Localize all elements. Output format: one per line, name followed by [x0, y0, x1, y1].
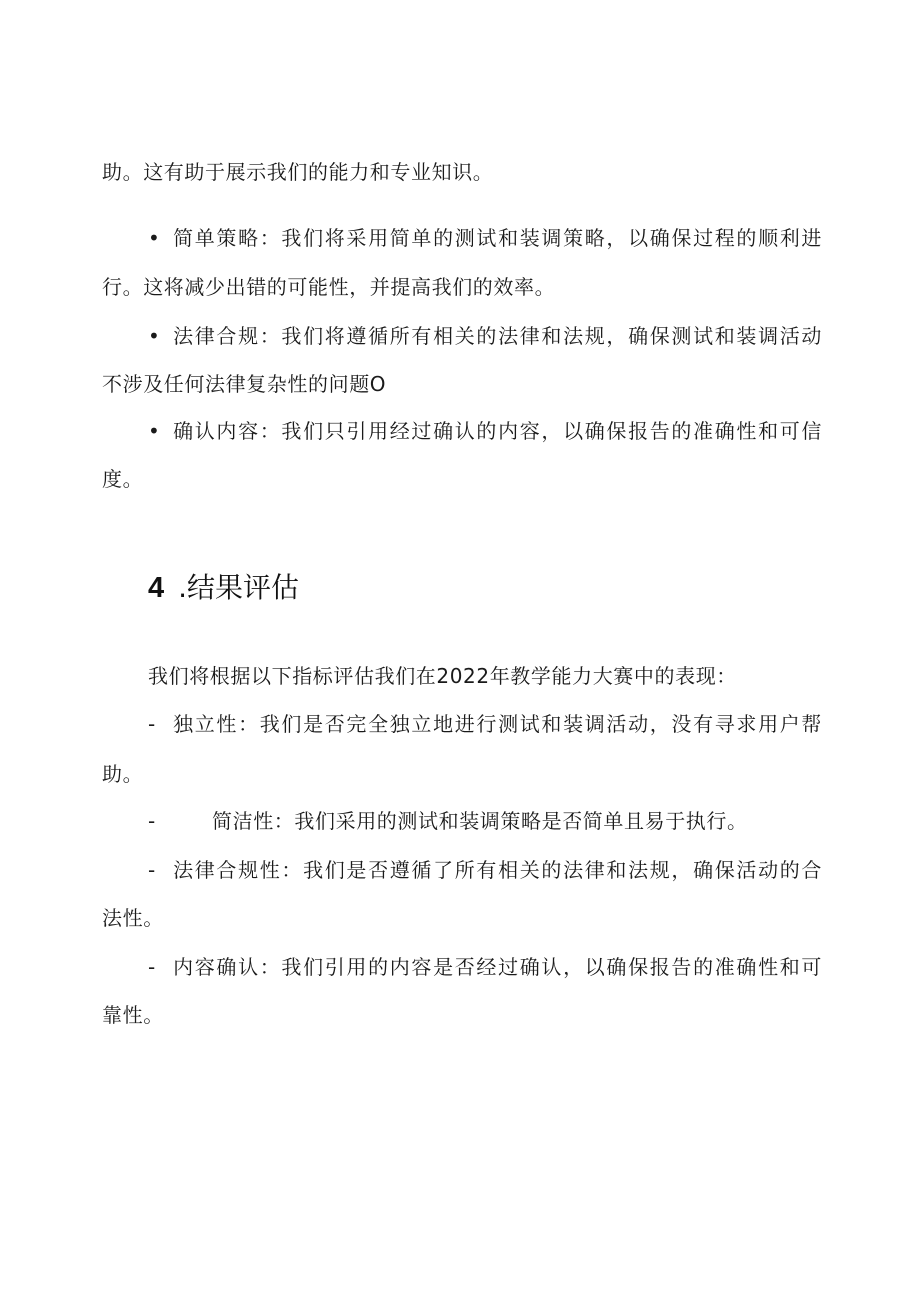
dash-marker: - — [148, 858, 156, 882]
section-intro: 我们将根据以下指标评估我们在2022年教学能力大赛中的表现： — [148, 664, 737, 688]
criterion-content-text-2: 靠性。 — [102, 1003, 164, 1027]
bullet-legal-text-1: 法律合规：我们将遵循所有相关的法律和法规，确保测试和装调活动 — [172, 324, 822, 348]
dash-marker: - — [148, 809, 156, 833]
criterion-independence-text-1: 独立性：我们是否完全独立地进行测试和装调活动，没有寻求用户帮 — [172, 712, 822, 736]
criterion-content — [148, 952, 822, 982]
bullet-marker: • — [148, 324, 161, 348]
bullet-legal-text-2: 不涉及任何法律复杂性的问题O — [102, 372, 387, 396]
criterion-simplicity — [148, 806, 822, 836]
section-title: .结果评估 — [178, 571, 300, 604]
bullet-marker: • — [148, 226, 161, 250]
section-heading — [148, 570, 299, 606]
dash-marker: - — [148, 712, 156, 736]
bullet-simple-text-2: 行。这将减少出错的可能性，并提高我们的效率。 — [102, 275, 556, 299]
bullet-legal-compliance — [148, 321, 822, 351]
criterion-legality-text-1: 法律合规性：我们是否遵循了所有相关的法律和法规，确保活动的合 — [172, 858, 822, 882]
dash-marker: - — [148, 955, 156, 979]
criterion-independence — [148, 709, 822, 739]
bullet-marker: • — [148, 419, 161, 443]
bullet-confirm-text-1: 确认内容：我们只引用经过确认的内容，以确保报告的准确性和可信 — [172, 419, 822, 443]
bullet-confirm-text-2: 度。 — [102, 467, 144, 491]
bullet-simple-text-1: 简单策略：我们将采用简单的测试和装调策略，以确保过程的顺利进 — [172, 226, 822, 250]
bullet-confirm-content — [148, 416, 822, 446]
criterion-content-text-1: 内容确认：我们引用的内容是否经过确认，以确保报告的准确性和可 — [172, 955, 822, 979]
criterion-legality — [148, 855, 822, 885]
criterion-independence-text-2: 助。 — [102, 762, 144, 786]
criterion-legality-text-2: 法性。 — [102, 906, 164, 930]
paragraph-continuation: 助。这有助于展示我们的能力和专业知识。 — [102, 160, 494, 184]
section-number: 4 — [148, 572, 165, 604]
criterion-simplicity-text: 简洁性：我们采用的测试和装调策略是否简单且易于执行。 — [212, 809, 748, 833]
bullet-simple-strategy — [148, 223, 822, 253]
